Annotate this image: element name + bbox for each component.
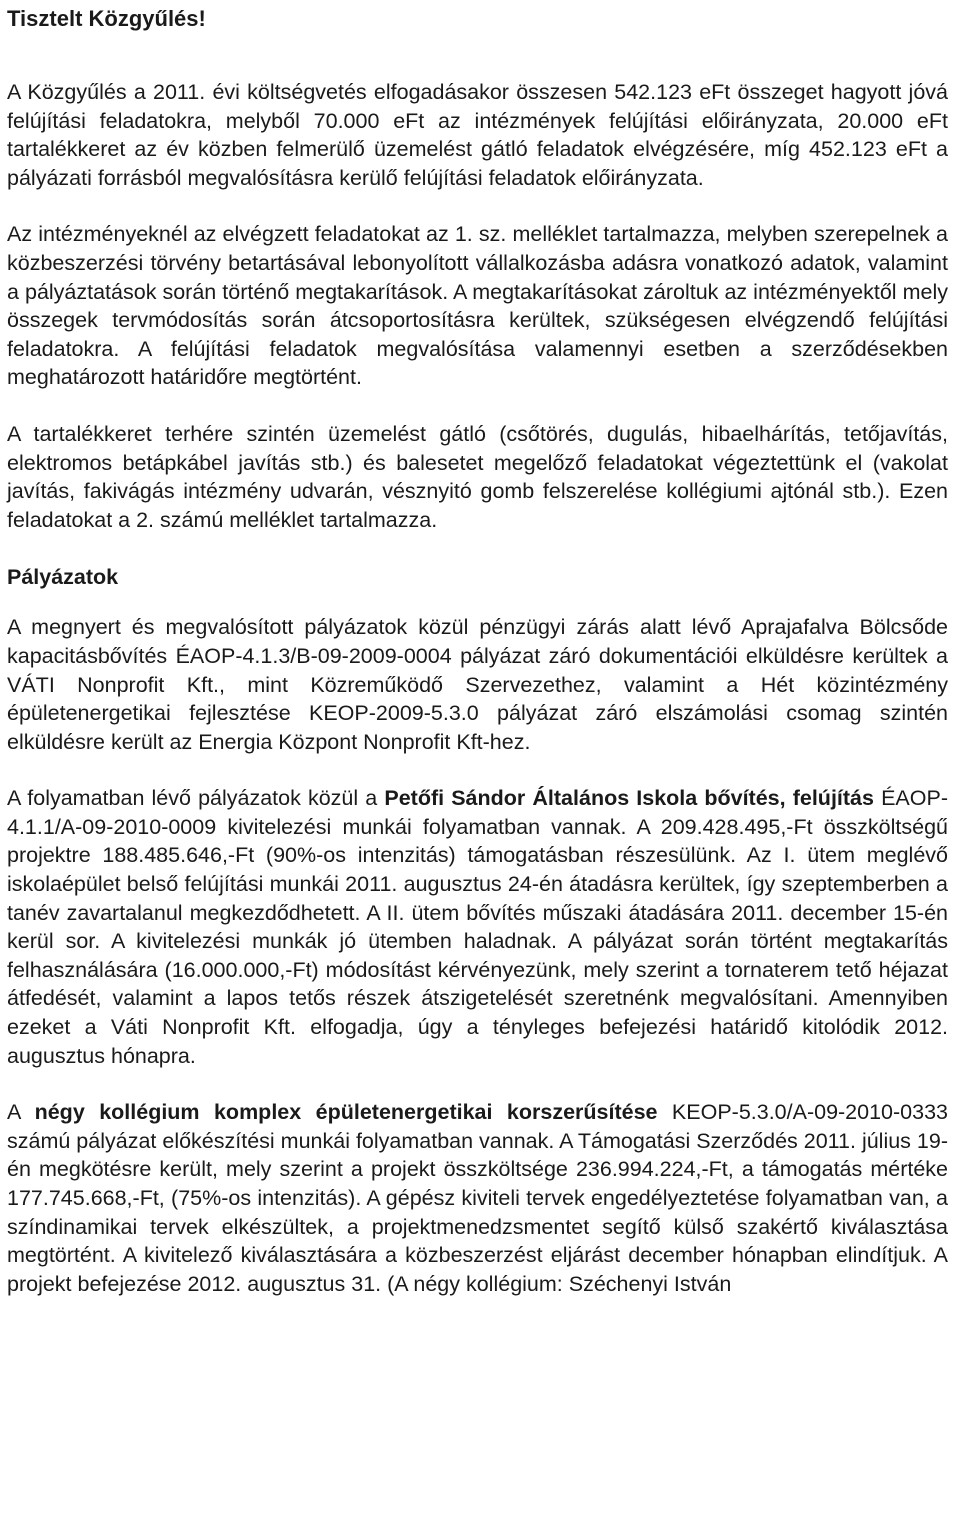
dormitory-lead-text: A (7, 1100, 35, 1125)
greeting-heading: Tisztelt Közgyűlés! (7, 6, 206, 31)
paragraph-reserve: A tartalékkeret terhére szintén üzemelést gátló (csőtörés, dugulás, hibaelhárítás, tetőjavítás, elektromos betápkábel javítás stb.) és balesetet megelőző feladatokat végeztettünk el (vakolat javítás, fakivágás intézmény udvarán, vésznyitó gomb felszerelése kollégiumi ajtónál stb.). Ezen feladatokat a 2. számú melléklet tartalmazza. (7, 421, 948, 532)
paragraph-budget: A Közgyűlés a 2011. évi költségvetés elfogadásakor összesen 542.123 eFt összeget hagyott jóvá felújítási feladatokra, melyből 70.000 eFt az intézmények felújítási előirányzata, 20.000 eFt tartalékkeret az év közben felmerülő üzemelést gátló feladatok elvégzésére, míg 452.123 eFt a pályázati forrásból megvalósításra kerülő felújítási feladatok előirányzata. (7, 80, 948, 190)
petofi-lead-text: A folyamatban lévő pályázatok közül a (7, 786, 385, 811)
dormitory-project-title: négy kollégium komplex épületenergetikai korszerűsítése (34, 1100, 658, 1125)
dormitory-body-text: KEOP-5.3.0/A-09-2010-0333 számú pályázat előkészítési munkái folyamatban vannak. A Támogatási Szerződés 2011. július 19-én megkötésre került, mely szerint a projekt összköltsége 236.994.224,-Ft, a támogatás mértéke 177.745.668,-Ft, (75%-os intenzitás). A gépész kiviteli tervek engedélyeztetése folyamatban van, a színdinamikai tervek elkészültek, a projektmenedzsmentet segítő külső szakértő kiválasztása megtörtént. A kivitelező kiválasztására a közbeszerzést eljárást december hónapban elindítjuk. A projekt befejezése 2012. augusztus 31. (A négy kollégium: Széchenyi István (7, 1100, 948, 1296)
paragraph-petofi-school (7, 784, 948, 1070)
paragraph-completed-tenders: A megnyert és megvalósított pályázatok közül pénzügyi zárás alatt lévő Aprajafalva Bölcsőde kapacitásbővítés ÉAOP-4.1.3/B-09-2009-0004 pályázat záró dokumentációi elküldésre kerültek a VÁTI Nonprofit Kft., mint Közreműködő Szervezethez, valamint a Hét közintézmény épületenergetikai fejlesztése KEOP-2009-5.3.0 pályázat záró elszámolási csomag szintén elküldésre került az Energia Központ Nonprofit Kft-hez. (7, 615, 948, 754)
section-heading-palyazatok: Pályázatok (7, 565, 119, 590)
petofi-body-text: ÉAOP-4.1.1/A-09-2010-0009 kivitelezési munkái folyamatban vannak. A 209.428.495,-Ft összköltségű projektre 188.485.646,-Ft (90%-os intenzitás) támogatásban részesülünk. Az I. ütem meglévő iskolaépület belső felújítási munkái 2011. augusztus 24-én átadásra kerültek, így szeptemberben a tanév zavartalanul megkezdődhetett. A II. ütem bővítés műszaki átadására 2011. december 15-én kerül sor. A kivitelezési munkák jó ütemben haladnak. A pályázat során történt megtakarítás felhasználására (16.000.000,-Ft) módosítást kérvényezünk, mely szerint a tornaterem tető héjazat átfedését, valamint a lapos tetős részek átszigetelését szeretnénk megvalósítani. Amennyiben ezeket a Váti Nonprofit Kft. elfogadja, úgy a tényleges befejezési határidő kitolódik 2012. augusztus hónapra. (7, 786, 948, 1068)
petofi-project-title: Petőfi Sándor Általános Iskola bővítés, felújítás (384, 786, 874, 811)
paragraph-dormitories (7, 1098, 948, 1298)
paragraph-institutions: Az intézményeknél az elvégzett feladatokat az 1. sz. melléklet tartalmazza, melyben szerepelnek a közbeszerzési törvény betartásával lebonyolított vállalkozásba adásra vonatkozó adatok, valamint a pályáztatások során történő megtakarítások. A megtakarításokat zároltuk az intézményektől mely összegek tervmódosítás során átcsoportosításra kerültek, szükségesen elvégzendő felújítási feladatokra. A felújítási feladatok megvalósítása valamennyi esetben a szerződésekben meghatározott határidőre megtörtént. (7, 222, 948, 390)
